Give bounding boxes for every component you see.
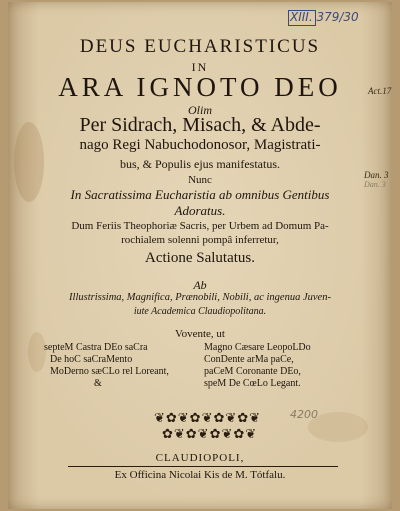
rochialem-line: rochialem solenni pompâ inferretur,: [121, 234, 279, 246]
vovente-label: Vovente, ut: [175, 328, 225, 340]
ab-label: Ab: [193, 278, 207, 292]
olim-label: Olim: [188, 103, 212, 117]
adoratus-line: Adoratus.: [174, 203, 226, 218]
chronogram-left: [44, 342, 194, 390]
imprint-rule: [68, 466, 338, 467]
chronogram-line: ConDente arMa paCe,: [204, 354, 294, 365]
imprint-printer: Ex Officina Nicolai Kis de M. Tótfalu.: [114, 469, 286, 481]
chronogram-right: [204, 342, 364, 390]
title-line-1: DEUS EUCHARISTICUS: [79, 36, 321, 57]
chronogram-line: &: [94, 378, 102, 389]
chronogram-line: speM De CœLo Legant.: [204, 378, 301, 389]
chronogram-line: MoDerno sæCLo rel Loreant,: [50, 366, 169, 377]
margin-ref: Dan. 3: [364, 180, 386, 189]
dum-feriis-line: Dum Feriis Theophoriæ Sacris, per Urbem ad Domum Pa-: [71, 220, 329, 232]
printer-ornament: ❦✿❦✿❦✿❦✿❦: [154, 410, 262, 425]
shelfmark-box: [288, 10, 316, 26]
pencil-note: 4200: [290, 408, 318, 421]
title-line-3: ARA IGNOTO DEO: [58, 72, 342, 102]
title-line-2: IN: [191, 60, 209, 74]
iute-line: iute Academica Claudiopolitana.: [133, 306, 267, 317]
margin-ref: Dan. 3: [364, 170, 389, 180]
illustrissima-line: Illustrissima, Magnifica, Prænobili, Nobili, ac ingenua Juven-: [69, 292, 331, 303]
nago-line: nago Regi Nabuchodonosor, Magistrati-: [79, 137, 321, 153]
per-sidrach-line: Per Sidrach, Misach, & Abde-: [79, 114, 321, 136]
imprint-place: CLAUDIOPOLI,: [155, 452, 245, 464]
chronogram-line: septeM Castra DEo saCra: [44, 342, 148, 353]
chronogram-line: paCeM Coronante DEo,: [204, 366, 301, 377]
chronogram-line: De hoC saCraMento: [50, 354, 133, 365]
title-page: [8, 2, 392, 509]
printer-ornament: ✿❦✿❦✿❦✿❦: [162, 426, 258, 441]
nunc-label: Nunc: [188, 174, 212, 186]
chronogram-line: Magno Cæsare LeopoLDo: [204, 342, 311, 353]
margin-ref: Act.17: [368, 86, 392, 96]
sacratissima-line: In Sacratissima Eucharistia ab omnibus Gentibus: [70, 187, 330, 202]
actione-line: Actione Salutatus.: [145, 250, 255, 266]
shelfmark: XIII. 379/30: [290, 10, 359, 24]
bus-line: bus, & Populis ejus manifestatus.: [120, 157, 280, 171]
